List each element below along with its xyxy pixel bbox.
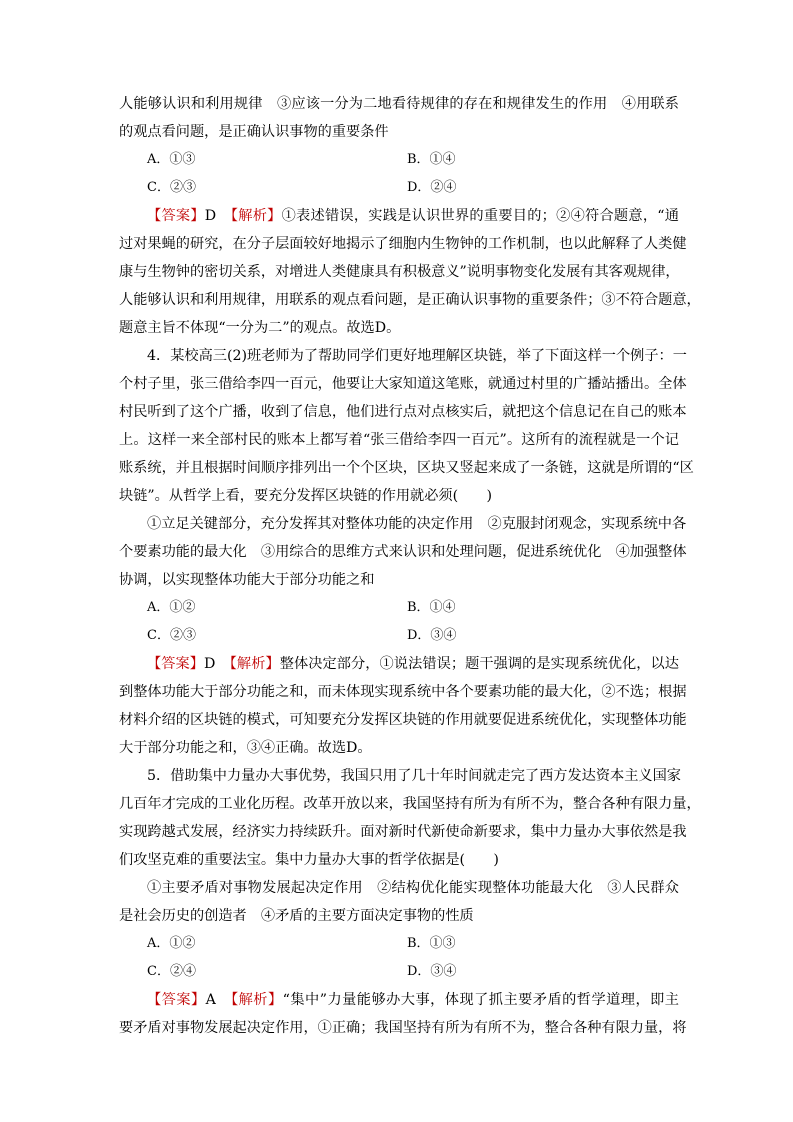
question-items: ①立足关键部分，充分发挥其对整体功能的决定作用 ②克服封闭观念，实现系统中各 [147,516,687,532]
analysis-tag: 【解析】 [229,656,280,672]
answer-line [147,990,679,1010]
question-stem: 5．借助集中力量办大事优势，我国只用了几十年时间就走完了西方发达资本主义国家 [147,768,681,784]
text-line: 到整体功能大于部分功能之和，而未体现实现系统中各个要素功能的最大化，②不选；根据 [119,684,687,700]
text-line: 大于部分功能之和，③④正确。故选D。 [119,740,372,756]
option-c: C．②④ [147,964,196,979]
text-line: 人能够认识和利用规律，用联系的观点看问题，是正确认识事物的重要条件；③不符合题意， [119,292,701,308]
option-c: C．②③ [147,628,196,643]
text-line: 过对果蝇的研究，在分子层面较好地揭示了细胞内生物钟的工作机制，也以此解释了人类健 [119,236,687,252]
option-a: A．①② [147,600,196,615]
analysis-text: ①表述错误，实践是认识世界的重要目的；②④符合题意，“通 [281,208,679,224]
option-b: B．①④ [407,152,456,167]
text-line: 是社会历史的创造者 ④矛盾的主要方面决定事物的性质 [119,908,474,924]
answer-tag: 【答案】 [147,208,205,224]
option-a: A．①③ [147,152,196,167]
answer-value: D [204,656,216,672]
text-line: 个村子里，张三借给李四一百元，他要让大家知道这笔账，就通过村里的广播站播出。全体 [119,376,687,392]
answer-tag: 【答案】 [147,656,205,672]
text-line: 人能够认识和利用规律 ③应该一分为二地看待规律的存在和规律发生的作用 ④用联系 [119,96,679,112]
analysis-tag: 【解析】 [231,992,283,1008]
analysis-tag: 【解析】 [230,208,282,224]
text-line: 题意主旨不体现“一分为二”的观点。故选D。 [119,320,401,336]
option-a: A．①② [147,936,196,951]
analysis-text: 整体决定部分，①说法错误；题干强调的是实现系统优化，以达 [279,656,679,672]
text-line: 几百年才完成的工业化历程。改革开放以来，我国坚持有所为有所不为，整合各种有限力量， [119,796,701,812]
answer-tag: 【答案】 [147,992,206,1008]
text-line: 康与生物钟的密切关系，对增进人类健康具有积极意义”说明事物变化发展有其客观规律， [119,264,680,280]
text-line: 上。这样一来全部村民的账本上都写着“张三借给李四一百元”。这所有的流程就是一个记 [119,432,679,448]
option-b: B．①④ [407,600,456,615]
answer-value: A [205,992,216,1008]
text-line: 块链”。从哲学上看，要充分发挥区块链的作用就必须( ) [119,488,493,504]
answer-line [147,654,679,674]
option-c: C．②③ [147,180,196,195]
option-d: D．②④ [407,180,457,195]
analysis-text: “集中”力量能够办大事，体现了抓主要矛盾的哲学道理，即主 [282,992,679,1008]
text-line: 的观点看问题，是正确认识事物的重要条件 [119,124,389,140]
text-line: 账系统，并且根据时间顺序排列出一个个区块，区块又竖起来成了一条链，这就是所谓的“区 [119,460,694,476]
text-line: 实现跨越式发展，经济实力持续跃升。面对新时代新使命新要求，集中力量办大事依然是我 [119,824,687,840]
text-line: 协调，以实现整体功能大于部分功能之和 [119,572,375,588]
question-stem: 4．某校高三(2)班老师为了帮助同学们更好地理解区块链，举了下面这样一个例子：一 [147,348,687,364]
option-d: D．③④ [407,628,457,643]
text-line: 村民听到了这个广播，收到了信息，他们进行点对点核实后，就把这个信息记在自己的账本 [119,404,687,420]
answer-line [147,206,679,226]
option-b: B．①③ [407,936,456,951]
question-items: ①主要矛盾对事物发展起决定作用 ②结构优化能实现整体功能最大化 ③人民群众 [147,880,679,896]
text-line: 材料介绍的区块链的模式，可知要充分发挥区块链的作用就要促进系统优化，实现整体功能 [119,712,687,728]
text-line: 们攻坚克难的重要法宝。集中力量办大事的哲学依据是( ) [119,852,499,868]
text-line: 要矛盾对事物发展起决定作用，①正确；我国坚持有所为有所不为，整合各种有限力量，将 [119,1020,687,1036]
text-line: 个要素功能的最大化 ③用综合的思维方式来认识和处理问题，促进系统优化 ④加强整体 [119,544,687,560]
answer-value: D [204,208,217,224]
option-d: D．③④ [407,964,457,979]
